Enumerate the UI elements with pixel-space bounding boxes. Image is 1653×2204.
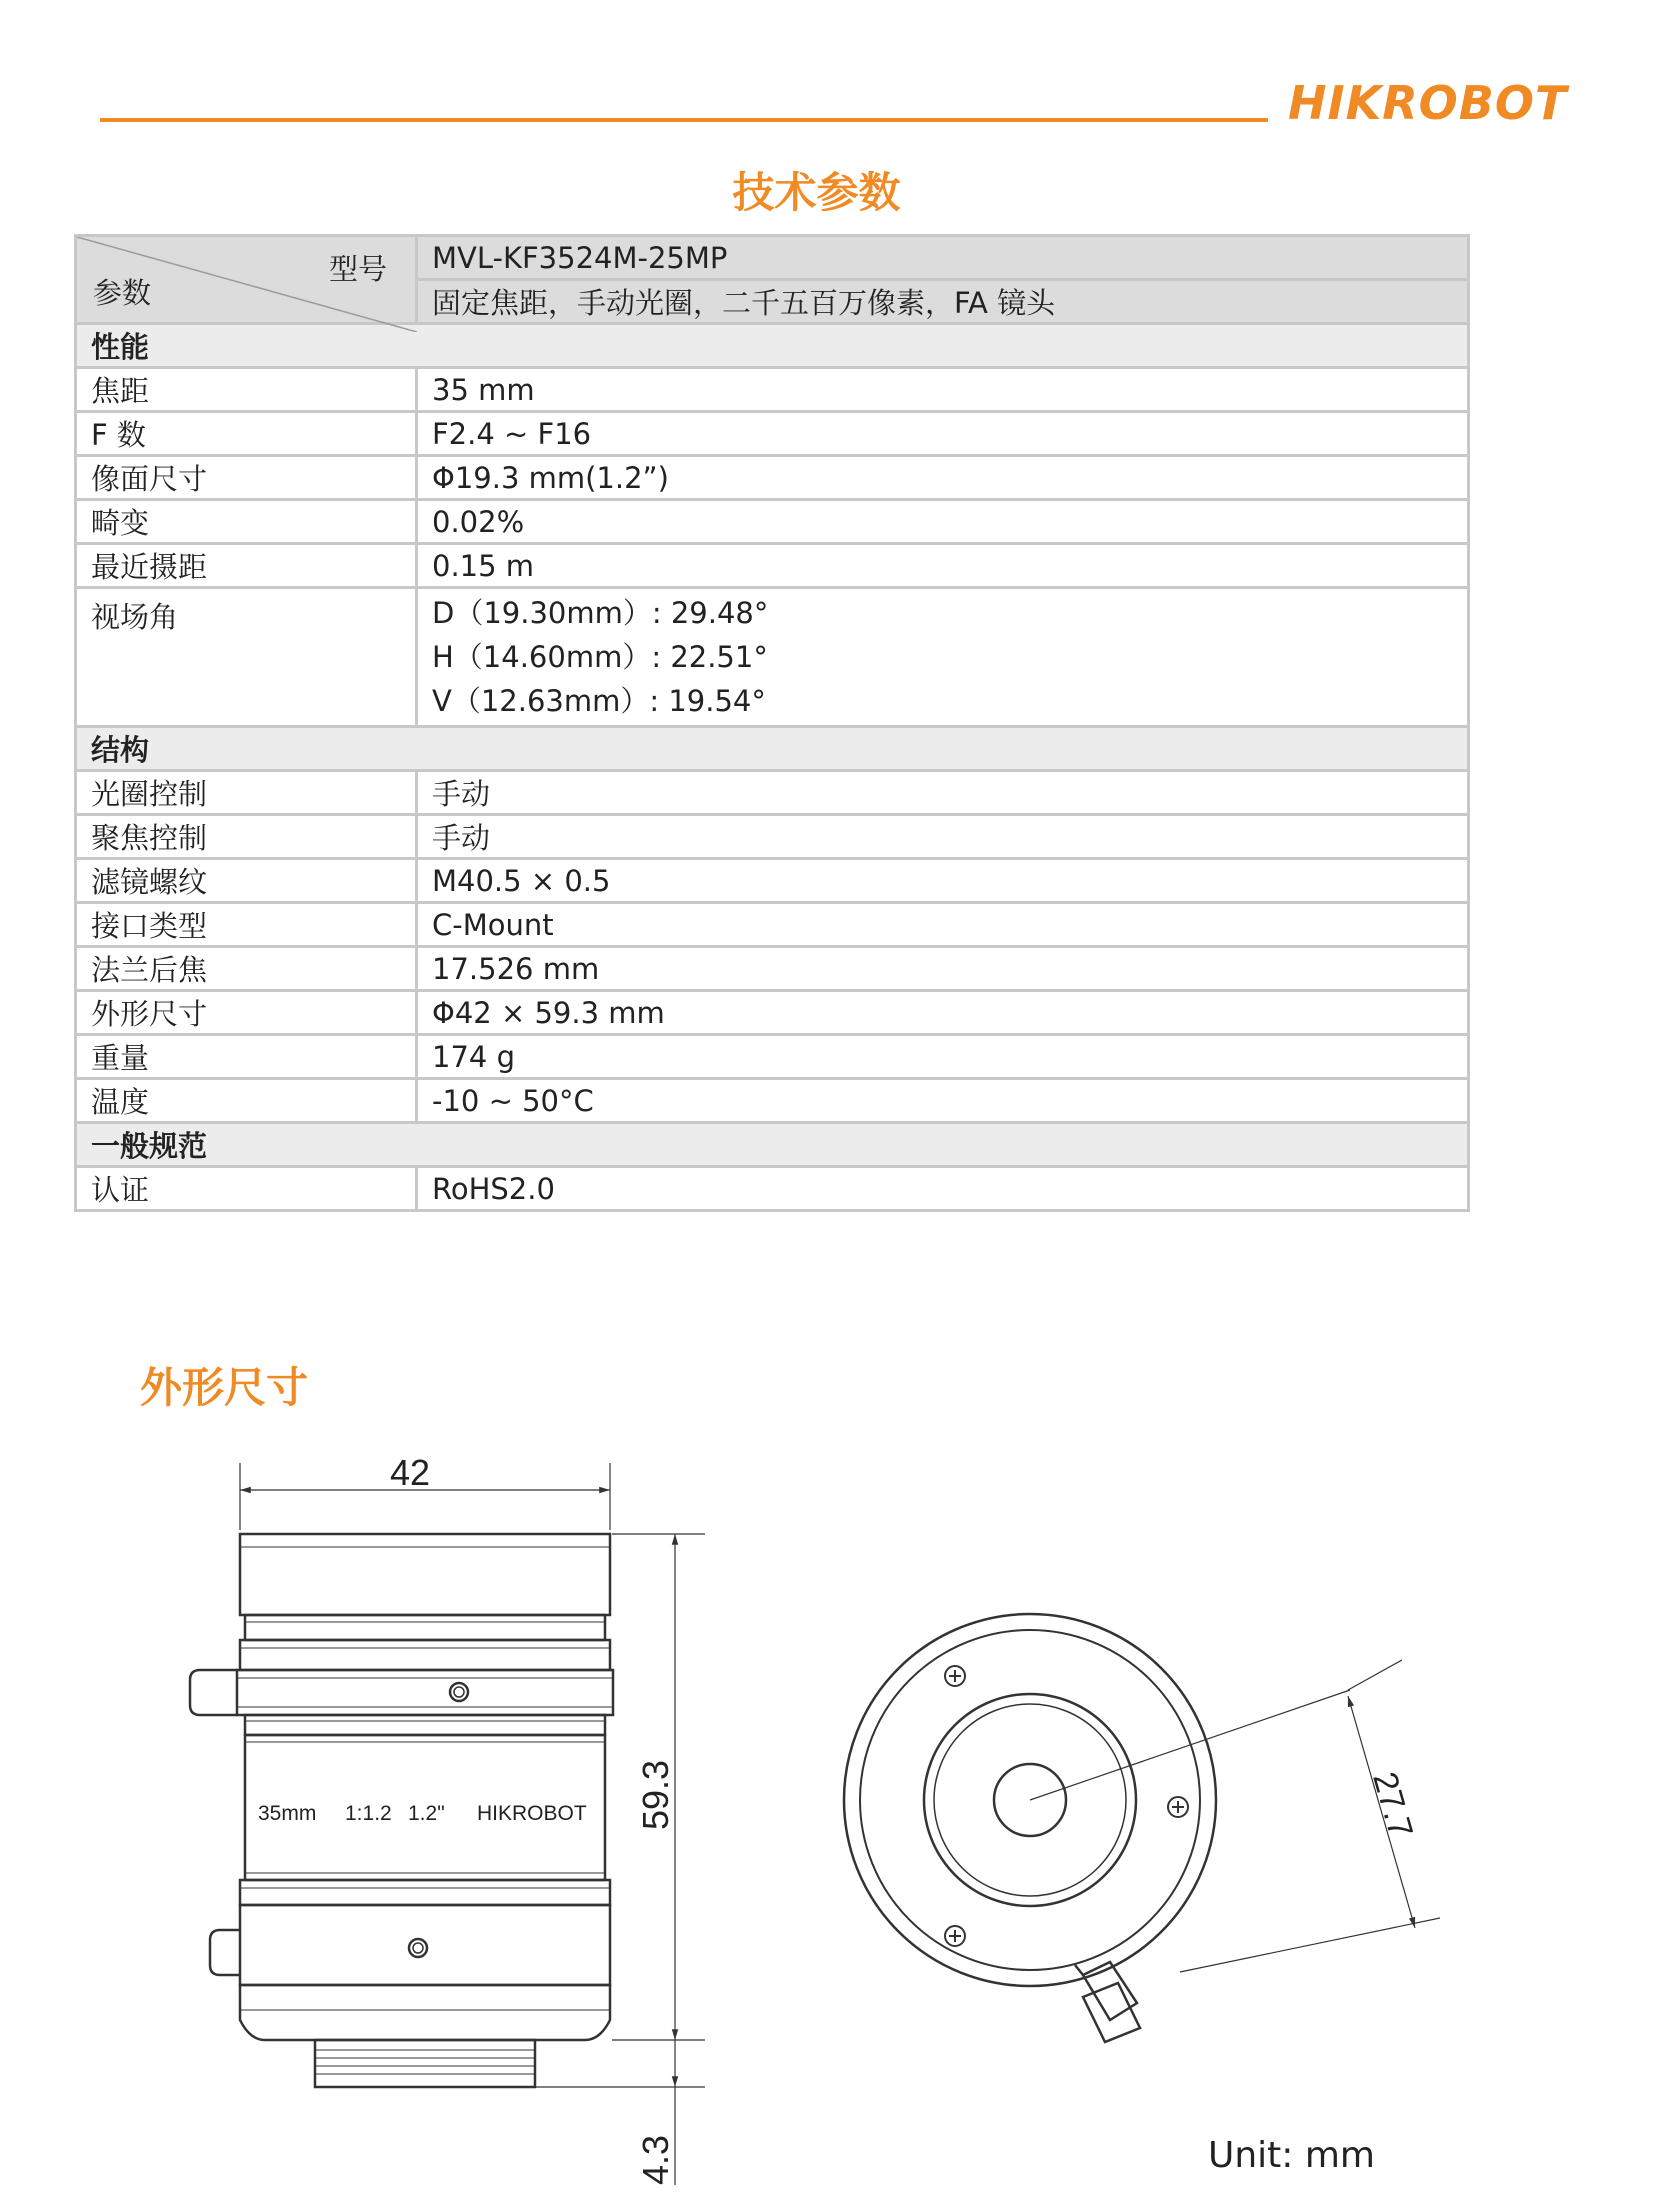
- row-key: 畸变: [76, 500, 417, 544]
- row-key: 最近摄距: [76, 544, 417, 588]
- table-row: [76, 544, 1469, 588]
- table-row: [76, 1079, 1469, 1123]
- dimension-drawing: [0, 1440, 1653, 2204]
- lens-label-brand: HIKROBOT: [477, 1802, 587, 1825]
- table-row: [76, 456, 1469, 500]
- row-value: Φ42 × 59.3 mm: [417, 991, 1469, 1035]
- row-value: 手动: [417, 815, 1469, 859]
- lens-label-aperture: 1:1.2: [345, 1802, 392, 1825]
- row-value: -10 ~ 50°C: [417, 1079, 1469, 1123]
- spec-title: 技术参数: [732, 168, 901, 217]
- dim-title: 外形尺寸: [140, 1363, 309, 1412]
- row-key: F 数: [76, 412, 417, 456]
- row-key: 像面尺寸: [76, 456, 417, 500]
- section-row: [76, 1123, 1469, 1167]
- lens-front-view: [844, 1614, 1440, 2042]
- lens-label-format: 1.2": [408, 1802, 445, 1825]
- lens-label-focal: 35mm: [258, 1802, 317, 1825]
- row-key: 重量: [76, 1035, 417, 1079]
- row-value: C-Mount: [417, 903, 1469, 947]
- row-value: M40.5 × 0.5: [417, 859, 1469, 903]
- row-value: Φ19.3 mm(1.2”): [417, 456, 1469, 500]
- fov-line-h: H（14.60mm）: 22.51°: [432, 640, 768, 674]
- table-row: [76, 1035, 1469, 1079]
- fov-values: [417, 588, 1469, 727]
- row-key: 认证: [76, 1167, 417, 1211]
- table-row: [76, 859, 1469, 903]
- header-rule: [100, 118, 1268, 122]
- row-key: 接口类型: [76, 903, 417, 947]
- row-value: 35 mm: [417, 368, 1469, 412]
- table-row: [76, 903, 1469, 947]
- row-key: 焦距: [76, 368, 417, 412]
- width-dimension: 42: [389, 1452, 431, 1493]
- row-key: 光圈控制: [76, 771, 417, 815]
- mount-dimension: 4.3: [635, 2134, 676, 2186]
- table-row: [76, 368, 1469, 412]
- brand-logo: HIKROBOT: [1288, 76, 1568, 130]
- diagonal-dimension: 27.7: [1365, 1767, 1420, 1843]
- table-row: [76, 412, 1469, 456]
- row-key: 滤镜螺纹: [76, 859, 417, 903]
- table-row: [76, 771, 1469, 815]
- section-row: [76, 727, 1469, 771]
- row-value: 0.15 m: [417, 544, 1469, 588]
- height-dimension: 59.3: [635, 1759, 676, 1831]
- table-header-row: [76, 236, 1469, 280]
- diagonal-header-cell: [76, 236, 417, 324]
- row-value: RoHS2.0: [417, 1167, 1469, 1211]
- model-value: MVL-KF3524M-25MP: [417, 236, 1469, 280]
- table-row: [76, 500, 1469, 544]
- description-value: 固定焦距，手动光圈，二千五百万像素，FA 镜头: [417, 280, 1469, 324]
- row-key: 温度: [76, 1079, 417, 1123]
- row-key: 聚焦控制: [76, 815, 417, 859]
- section-title: 性能: [76, 324, 1469, 368]
- row-value: 174 g: [417, 1035, 1469, 1079]
- fov-line-v: V（12.63mm）: 19.54°: [432, 684, 766, 718]
- unit-label: Unit: mm: [1208, 2135, 1375, 2176]
- row-key: 视场角: [76, 588, 417, 727]
- table-row: [76, 815, 1469, 859]
- row-key: 外形尺寸: [76, 991, 417, 1035]
- row-value: 手动: [417, 771, 1469, 815]
- row-value: 0.02%: [417, 500, 1469, 544]
- table-row: [76, 947, 1469, 991]
- table-row: [76, 588, 1469, 727]
- section-title: 结构: [76, 727, 1469, 771]
- fov-line-d: D（19.30mm）: 29.48°: [432, 596, 769, 630]
- spec-table: [74, 234, 1470, 1212]
- table-row: [76, 1167, 1469, 1211]
- row-key: 法兰后焦: [76, 947, 417, 991]
- row-value: F2.4 ~ F16: [417, 412, 1469, 456]
- row-value: 17.526 mm: [417, 947, 1469, 991]
- param-label: 参数: [93, 276, 152, 310]
- model-label: 型号: [328, 252, 387, 286]
- section-title: 一般规范: [76, 1123, 1469, 1167]
- table-row: [76, 991, 1469, 1035]
